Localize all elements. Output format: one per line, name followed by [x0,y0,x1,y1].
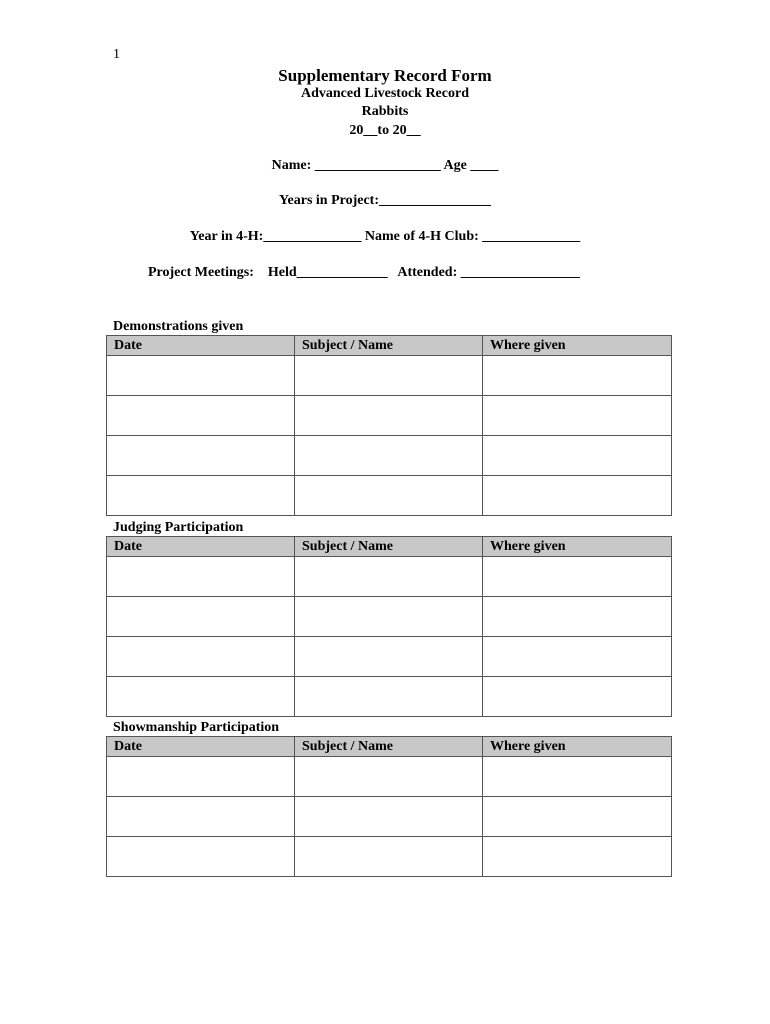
table-cell[interactable] [295,436,483,476]
table-cell[interactable] [107,837,295,877]
table-cell[interactable] [483,436,672,476]
table-row [107,396,672,436]
table-row [107,557,672,597]
table-cell[interactable] [295,677,483,717]
table-cell[interactable] [483,396,672,436]
table-cell[interactable] [107,797,295,837]
project-meetings-field: Project Meetings: Held_____________ Attended: _________________ [148,265,580,280]
table-cell[interactable] [295,557,483,597]
section-title: Showmanship Participation [113,720,280,735]
column-header-subject: Subject / Name [295,537,483,557]
year-club-field: Year in 4-H:______________ Name of 4-H Club: ______________ [189,229,581,244]
table-cell[interactable] [483,797,672,837]
table-cell[interactable] [295,757,483,797]
form-year-range: 20__to 20__ [349,123,421,138]
column-header-where: Where given [483,537,672,557]
table-row [107,677,672,717]
table-cell[interactable] [295,637,483,677]
form-subtitle: Advanced Livestock Record [301,86,469,101]
table-cell[interactable] [107,557,295,597]
table-cell[interactable] [295,837,483,877]
table-row [107,797,672,837]
table-row [107,436,672,476]
section-title: Demonstrations given [113,319,244,334]
column-header-where: Where given [483,737,672,757]
demonstrations-table [106,335,672,516]
table-cell[interactable] [295,476,483,516]
table-row [107,476,672,516]
table-row [107,597,672,637]
table-row [107,837,672,877]
table-cell[interactable] [483,757,672,797]
form-title: Supplementary Record Form [278,66,492,85]
column-header-subject: Subject / Name [295,737,483,757]
table-cell[interactable] [483,637,672,677]
column-header-date: Date [107,737,295,757]
table-cell[interactable] [295,597,483,637]
showmanship-section [106,719,671,877]
table-row [107,637,672,677]
table-cell[interactable] [107,637,295,677]
table-cell[interactable] [107,356,295,396]
table-row [107,757,672,797]
table-cell[interactable] [483,476,672,516]
table-cell[interactable] [483,557,672,597]
table-cell[interactable] [483,837,672,877]
name-age-field: Name: __________________ Age ____ [271,158,499,173]
judging-table [106,536,672,717]
table-cell[interactable] [107,677,295,717]
table-cell[interactable] [107,597,295,637]
table-cell[interactable] [483,356,672,396]
table-header-row [107,336,672,356]
showmanship-table [106,736,672,877]
table-header-row [107,737,672,757]
table-cell[interactable] [483,597,672,637]
years-in-project-field: Years in Project:________________ [278,193,492,208]
table-cell[interactable] [107,436,295,476]
table-cell[interactable] [107,396,295,436]
table-cell[interactable] [483,677,672,717]
table-cell[interactable] [107,757,295,797]
page-number: 1 [113,47,120,62]
column-header-date: Date [107,336,295,356]
demonstrations-section [106,318,671,516]
table-row [107,356,672,396]
table-cell[interactable] [295,356,483,396]
form-species: Rabbits [361,104,409,119]
table-header-row [107,537,672,557]
judging-section [106,519,671,717]
table-cell[interactable] [295,797,483,837]
column-header-date: Date [107,537,295,557]
column-header-where: Where given [483,336,672,356]
table-cell[interactable] [107,476,295,516]
table-cell[interactable] [295,396,483,436]
section-title: Judging Participation [113,520,244,535]
column-header-subject: Subject / Name [295,336,483,356]
